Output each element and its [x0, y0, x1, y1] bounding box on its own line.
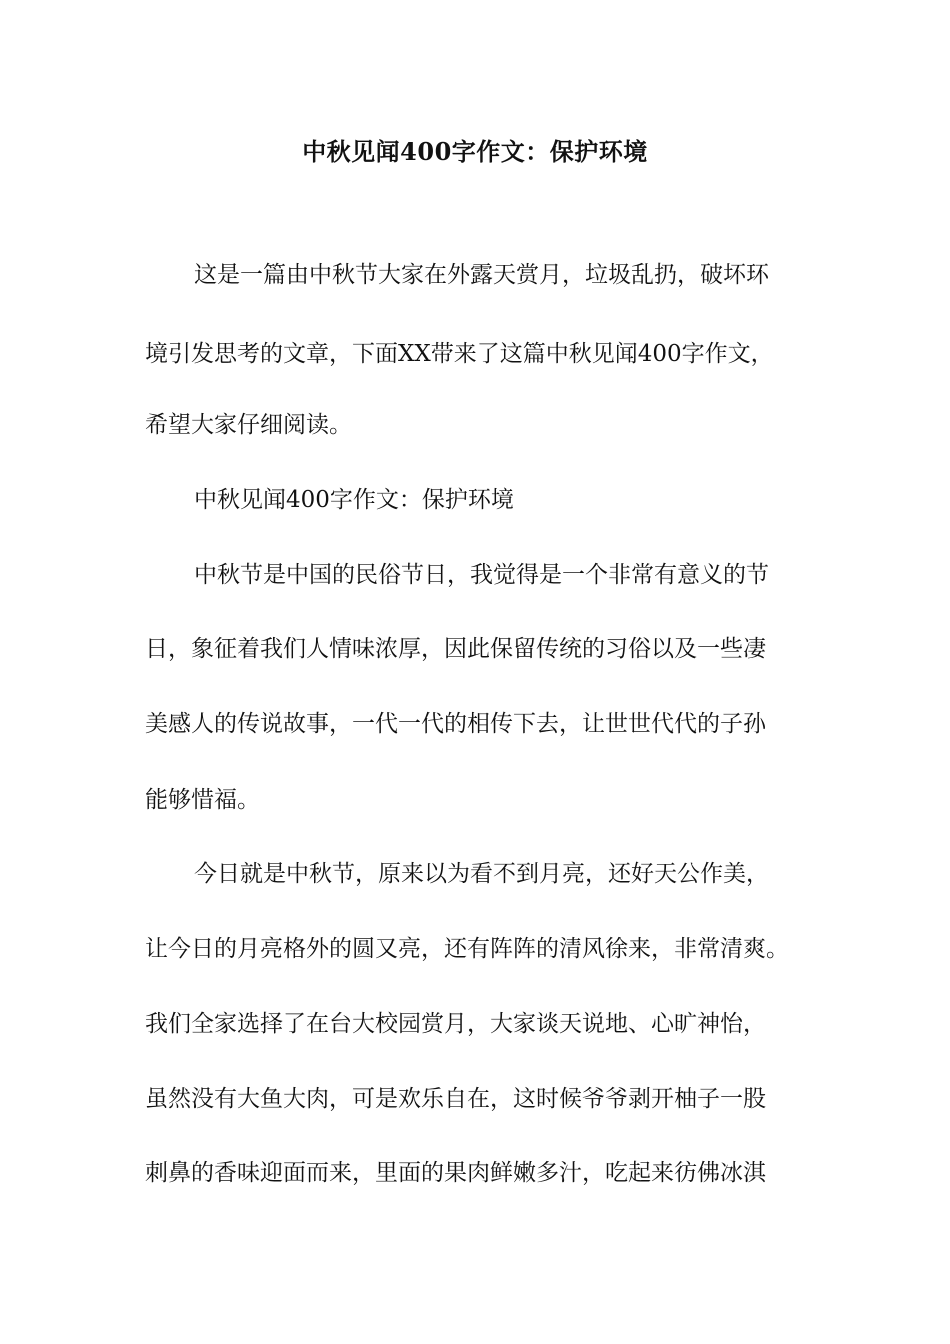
paragraph-line: 我们全家选择了在台大校园赏月，大家谈天说地、心旷神怡， [145, 1011, 766, 1037]
paragraph-line: 让今日的月亮格外的圆又亮，还有阵阵的清风徐来，非常清爽。 [145, 936, 789, 962]
paragraph-line: 境引发思考的文章，下面XX带来了这篇中秋见闻400字作文， [145, 341, 774, 367]
paragraph-line: 美感人的传说故事，一代一代的相传下去，让世世代代的子孙 [145, 711, 766, 737]
paragraph-line: 日，象征着我们人情味浓厚，因此保留传统的习俗以及一些凄 [145, 636, 766, 662]
paragraph-line: 希望大家仔细阅读。 [145, 412, 352, 438]
paragraph-line: 刺鼻的香味迎面而来，里面的果肉鲜嫩多汁，吃起来彷佛冰淇 [145, 1160, 766, 1186]
paragraph-line: 今日就是中秋节，原来以为看不到月亮，还好天公作美， [194, 861, 769, 887]
paragraph-line: 能够惜福。 [145, 787, 260, 813]
document-title: 中秋见闻400字作文：保护环境 [302, 137, 648, 166]
paragraph-line: 虽然没有大鱼大肉，可是欢乐自在，这时候爷爷剥开柚子一股 [145, 1086, 766, 1112]
subtitle-line: 中秋见闻400字作文：保护环境 [194, 487, 514, 513]
paragraph-line: 中秋节是中国的民俗节日，我觉得是一个非常有意义的节 [194, 562, 769, 588]
paragraph-line: 这是一篇由中秋节大家在外露天赏月，垃圾乱扔，破坏环 [194, 262, 769, 288]
